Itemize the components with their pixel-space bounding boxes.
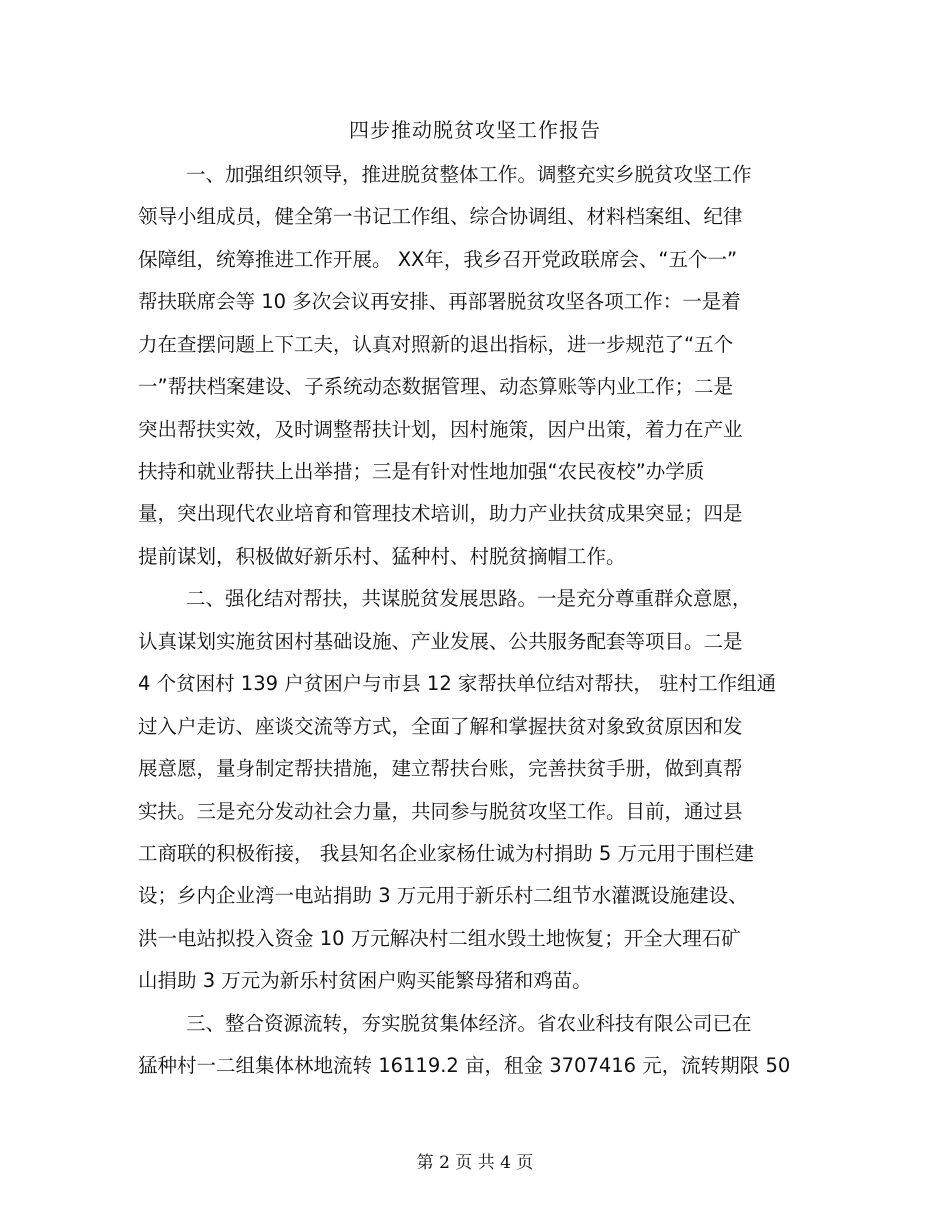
paragraph-1-line-3: 保障组，统筹推进工作开展。 XX年，我乡召开党政联席会、“五个一” (138, 248, 738, 271)
paragraph-1-line-7: 突出帮扶实效，及时调整帮扶计划，因村施策，因户出策，着力在产业 (138, 418, 743, 441)
paragraph-2-line-8: 设；乡内企业湾一电站捐助 3 万元用于新乐村二组节水灌溉设施建设、 (138, 884, 748, 907)
page-number-footer: 第 2 页 共 4 页 (416, 1153, 534, 1173)
paragraph-2-line-2: 认真谋划实施贫困村基础设施、产业发展、公共服务配套等项目。二是 (138, 630, 743, 653)
paragraph-2-line-4: 过入户走访、座谈交流等方式，全面了解和掌握扶贫对象致贫原因和发 (138, 715, 743, 738)
paragraph-1-line-1: 一、加强组织领导，推进脱贫整体工作。调整充实乡脱贫攻坚工作 (186, 163, 752, 186)
paragraph-2-line-6: 实扶。三是充分发动社会力量，共同参与脱贫攻坚工作。目前，通过县 (138, 800, 743, 823)
paragraph-2-line-5: 展意愿，量身制定帮扶措施，建立帮扶台账，完善扶贫手册，做到真帮 (138, 757, 743, 780)
paragraph-1-line-6: 一”帮扶档案建设、子系统动态数据管理、动态算账等内业工作；二是 (138, 375, 734, 398)
paragraph-1-line-8: 扶持和就业帮扶上出举措；三是有针对性地加强“农民夜校”办学质 (138, 460, 705, 483)
paragraph-1-line-10: 提前谋划，积极做好新乐村、猛种村、村脱贫摘帽工作。 (138, 545, 626, 568)
document-title: 四步推动脱贫攻坚工作报告 (349, 118, 601, 142)
paragraph-1-line-4: 帮扶联席会等 10 多次会议再安排、再部署脱贫攻坚各项工作：一是着 (138, 290, 741, 313)
paragraph-3-line-1: 三、整合资源流转，夯实脱贫集体经济。省农业科技有限公司已在 (186, 1012, 752, 1035)
paragraph-3-line-2: 猛种村一二组集体林地流转 16119.2 亩，租金 3707416 元，流转期限 50 (138, 1054, 791, 1077)
paragraph-1-line-9: 量，突出现代农业培育和管理技术培训，助力产业扶贫成果突显；四是 (138, 502, 743, 525)
paragraph-2-line-9: 洪一电站拟投入资金 10 万元解决村二组水毁土地恢复；开全大理石矿 (138, 927, 741, 950)
paragraph-2-line-7: 工商联的积极衔接， 我县知名企业家杨仕诚为村捐助 5 万元用于围栏建 (138, 842, 755, 865)
paragraph-1-line-2: 领导小组成员，健全第一书记工作组、综合协调组、材料档案组、纪律 (138, 205, 743, 228)
paragraph-2-line-3: 4 个贫困村 139 户贫困户与市县 12 家帮扶单位结对帮扶， 驻村工作组通 (138, 672, 777, 695)
paragraph-2-line-1: 二、强化结对帮扶，共谋脱贫发展思路。一是充分尊重群众意愿， (186, 587, 752, 610)
paragraph-1-line-5: 力在查摆问题上下工夫，认真对照新的退出指标，进一步规范了“五个 (138, 333, 734, 356)
paragraph-2-line-10: 山捐助 3 万元为新乐村贫困户购买能繁母猪和鸡苗。 (138, 969, 592, 992)
